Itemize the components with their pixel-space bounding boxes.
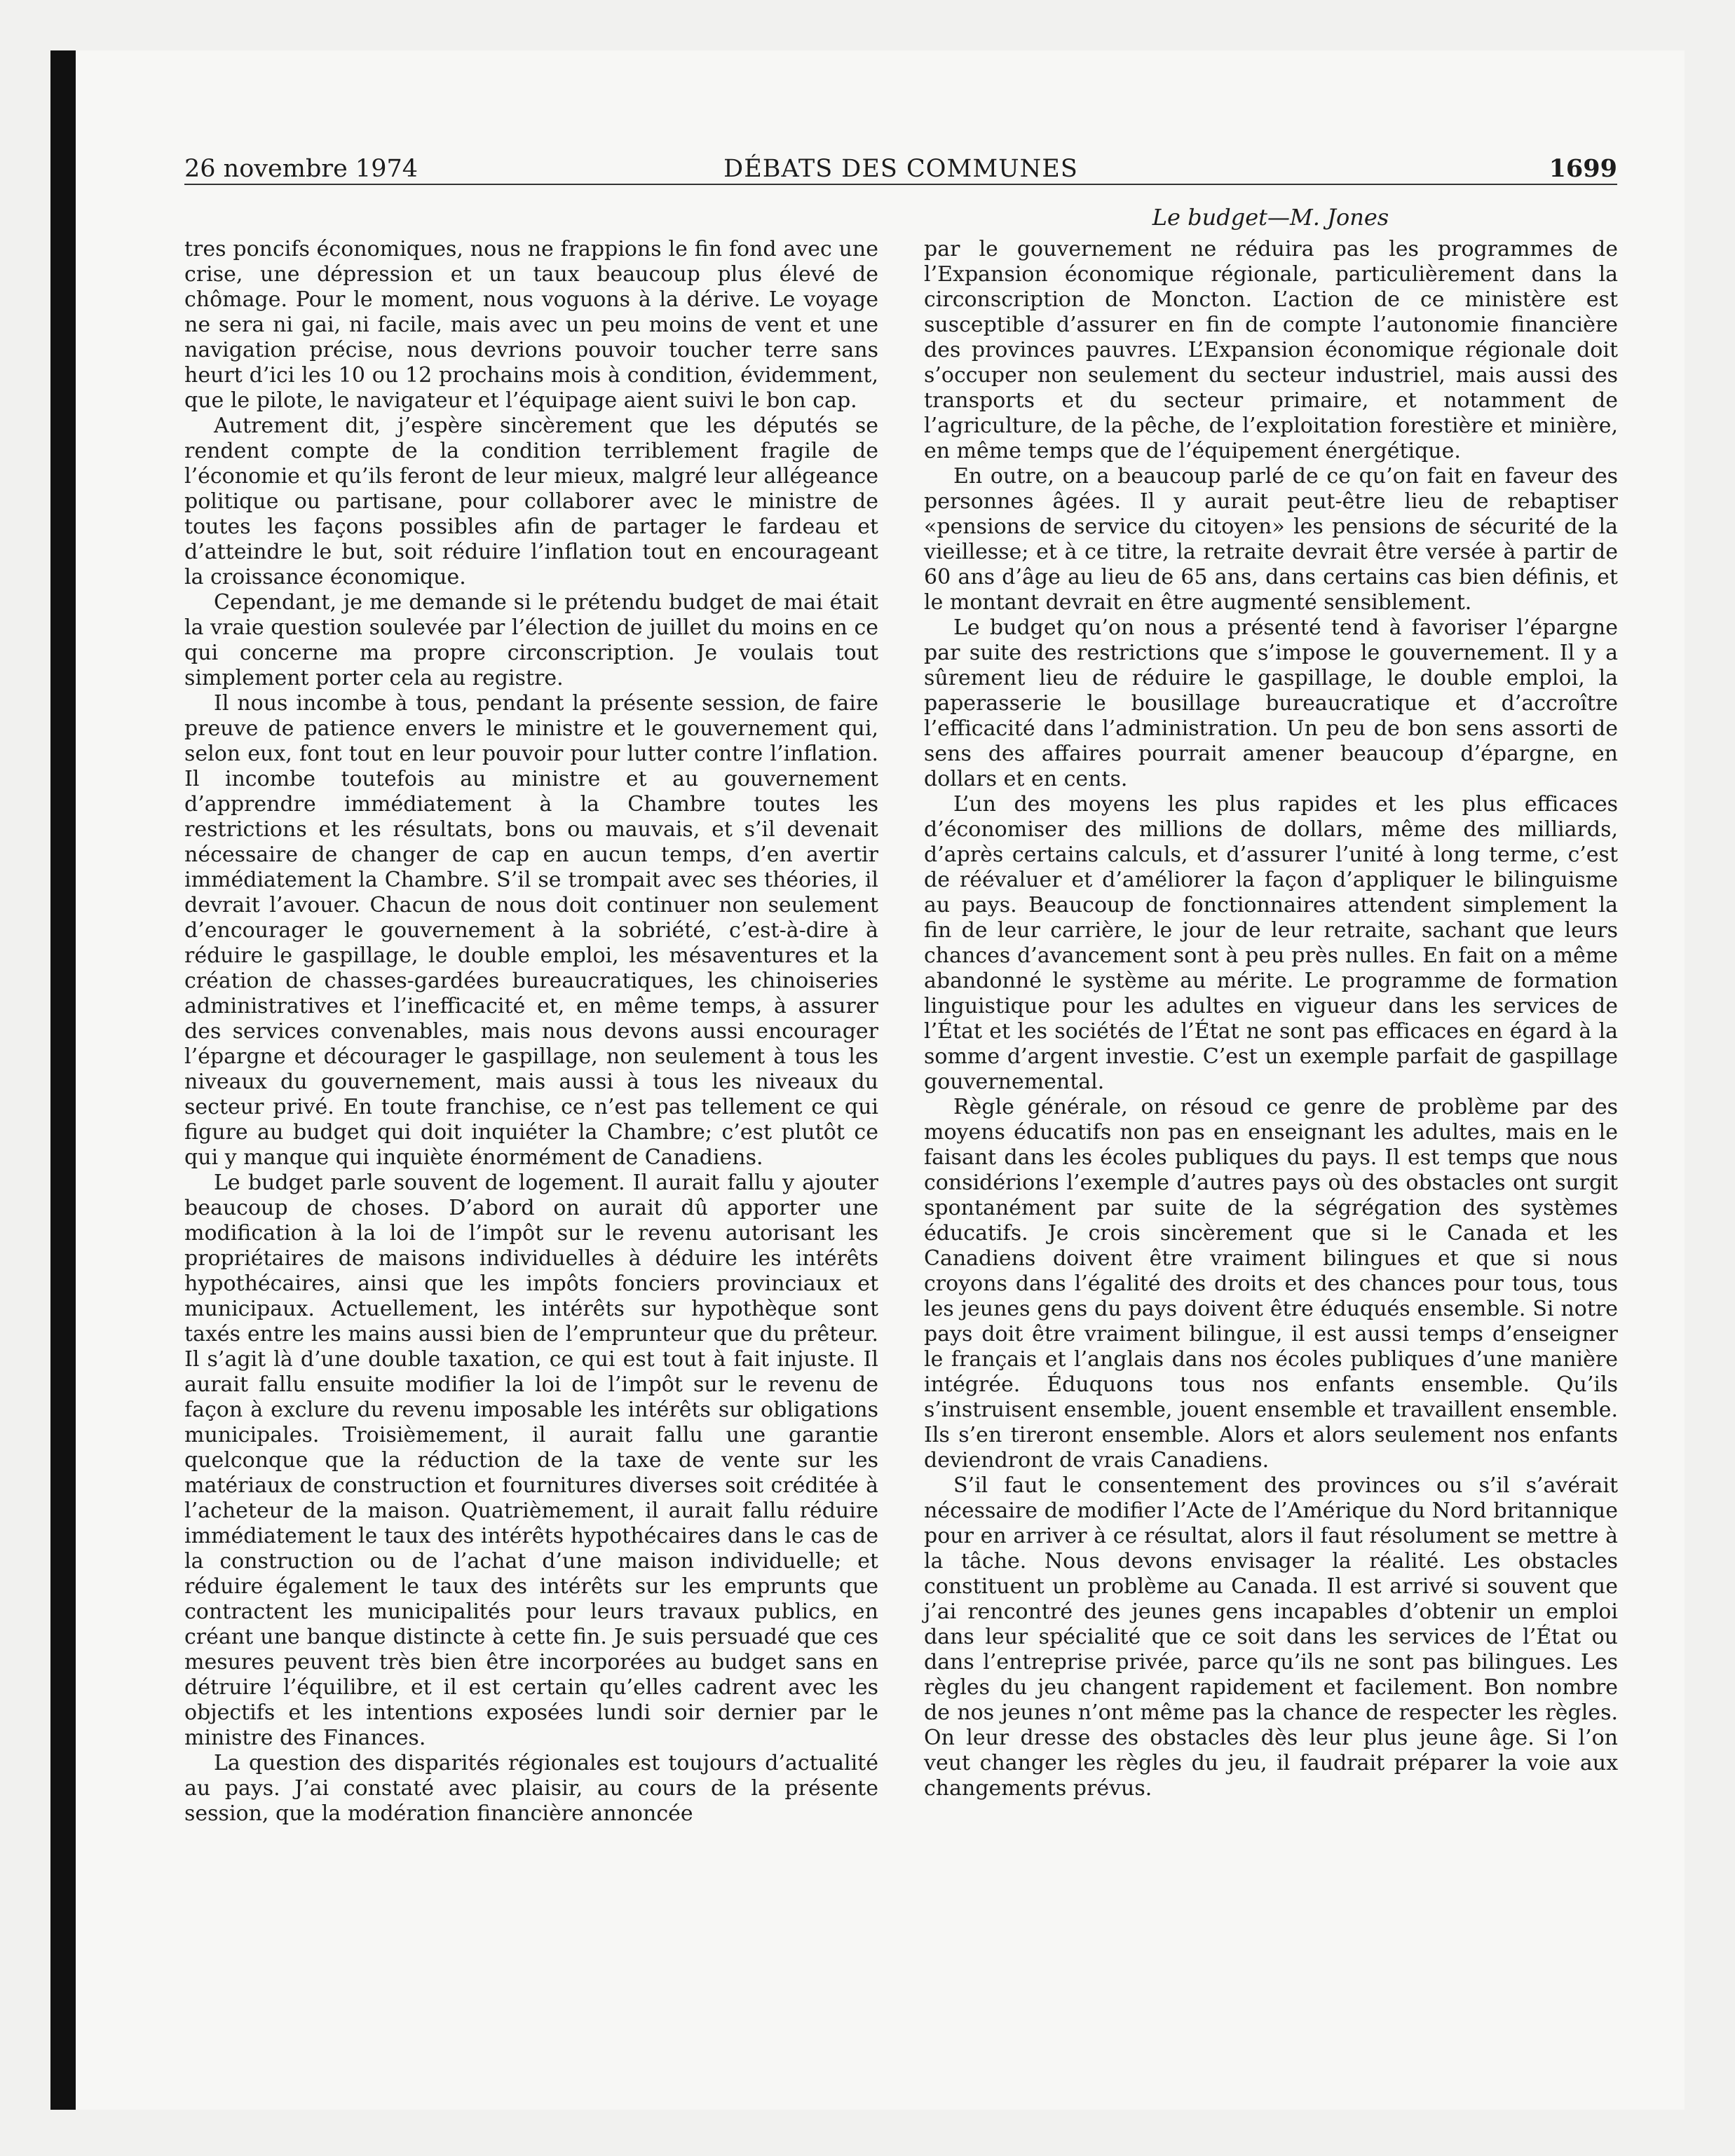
paragraph: Il nous incombe à tous, pendant la présente session, de faire preuve de patience envers le ministre et le gouvernement qui, selon eux, font tout en leur pouvoir pour lutter contre l’inflation. Il incombe toutefois au ministre et au gouvernement d’apprendre immédiatement à la Chambre toutes les restrictions et les résultats, bons ou mauvais, et s’il devenait nécessaire de changer de cap en aucun temps, d’en avertir immédiatement la Chambre. S’il se trompait avec ses théories, il devrait l’avouer. Chacun de nous doit continuer non seulement d’encourager le gouvernement à la sobriété, c’est-à-dire à réduire le gaspillage, le double emploi, les mésaventures et la création de chasses-gardées bureaucratiques, les chinoiseries administratives et l’inefficacité et, en même temps, à assurer des services convenables, mais nous devons aussi encourager l’épargne et décourager le gaspillage, non seulement à tous les niveaux du gouvernement, mais aussi à tous les niveaux du secteur privé. En toute franchise, ce n’est pas tellement ce qui figure au budget qui doit inquiéter la Chambre; c’est plutôt ce qui y manque qui inquiète énormément de Canadiens. bbox=[184, 691, 878, 1170]
paragraph: En outre, on a beaucoup parlé de ce qu’on fait en faveur des personnes âgées. Il y aurait peut-être lieu de rebaptiser «pensions de service du citoyen» les pensions de sécurité de la vieillesse; et à ce titre, la retraite devrait être versée à partir de 60 ans d’âge au lieu de 65 ans, dans certains cas bien définis, et le montant devrait en être augmenté sensiblement. bbox=[924, 464, 1618, 615]
page-number: 1699 bbox=[1549, 154, 1617, 183]
header-title: DÉBATS DES COMMUNES bbox=[723, 155, 1078, 183]
paragraph: Le budget parle souvent de logement. Il aurait fallu y ajouter beaucoup de choses. D’abord on aurait dû apporter une modification à la loi de l’impôt sur le revenu autorisant les propriétaires de maisons individuelles à déduire les intérêts hypothécaires, ainsi que les impôts fonciers provinciaux et municipaux. Actuellement, les intérêts sur hypothèque sont taxés entre les mains aussi bien de l’emprunteur que du prêteur. Il s’agit là d’une double taxation, ce qui est tout à fait injuste. Il aurait fallu ensuite modifier la loi de l’impôt sur le revenu de façon à exclure du revenu imposable les intérêts sur obligations municipales. Troisièmement, il aurait fallu une garantie quelconque que la réduction de la taxe de vente sur les matériaux de construction et fournitures diverses soit créditée à l’acheteur de la maison. Quatrièmement, il aurait fallu réduire immédiatement le taux des intérêts hypothécaires dans le cas de la construction ou de l’achat d’une maison individuelle; et réduire également le taux des intérêts sur les emprunts que contractent les municipalités pour leurs travaux publics, en créant une banque distincte à cette fin. Je suis persuadé que ces mesures peuvent très bien être incorporées au budget sans en détruire l’équilibre, et il est certain qu’elles cadrent avec les objectifs et les intentions exposées lundi soir dernier par le ministre des Finances. bbox=[184, 1171, 878, 1750]
right-column bbox=[924, 237, 1618, 1801]
paragraph: Règle générale, on résoud ce genre de problème par des moyens éducatifs non pas en enseignant les adultes, mais en le faisant dans les écoles publiques du pays. Il est temps que nous considérions l’exemple d’autres pays où des obstacles ont surgit spontanément par suite de la ségrégation des systèmes éducatifs. Je crois sincèrement que si le Canada et les Canadiens doivent être vraiment bilingues et que si nous croyons dans l’égalité des droits et des chances pour tous, tous les jeunes gens du pays doivent être éduqués ensemble. Si notre pays doit être vraiment bilingue, il est aussi temps d’enseigner le français et l’anglais dans nos écoles publiques d’une manière intégrée. Éduquons tous nos enfants ensemble. Qu’ils s’instruisent ensemble, jouent ensemble et travaillent ensemble. Ils s’en tireront ensemble. Alors et alors seulement nos enfants deviendront de vrais Canadiens. bbox=[924, 1095, 1618, 1473]
paragraph: tres poncifs économiques, nous ne frappions le fin fond avec une crise, une dépression et un taux beaucoup plus élevé de chômage. Pour le moment, nous voguons à la dérive. Le voyage ne sera ni gai, ni facile, mais avec un peu moins de vent et une navigation précise, nous devrions pouvoir toucher terre sans heurt d’ici les 10 ou 12 prochains mois à condition, évidemment, que le pilote, le navigateur et l’équipage aient suivi le bon cap. bbox=[184, 237, 878, 413]
running-head: Le budget—M. Jones bbox=[1152, 204, 1389, 231]
paragraph: par le gouvernement ne réduira pas les programmes de l’Expansion économique régionale, particulièrement dans la circonscription de Moncton. L’action de ce ministère est susceptible d’assurer en fin de compte l’autonomie financière des provinces pauvres. L’Expansion économique régionale doit s’occuper non seulement du secteur industriel, mais aussi des transports et du secteur primaire, et notamment de l’agriculture, de la pêche, de l’exploitation forestière et minière, en même temps que de l’équipement énergétique. bbox=[924, 237, 1618, 463]
paragraph: Autrement dit, j’espère sincèrement que les députés se rendent compte de la condition terriblement fragile de l’économie et qu’ils feront de leur mieux, malgré leur allégeance politique ou partisane, pour collaborer avec le ministre de toutes les façons possibles afin de partager le fardeau et d’atteindre le but, soit réduire l’inflation tout en encourageant la croissance économique. bbox=[184, 414, 878, 589]
page-header bbox=[184, 151, 1617, 186]
paragraph: S’il faut le consentement des provinces ou s’il s’avérait nécessaire de modifier l’Acte de l’Amérique du Nord britannique pour en arriver à ce résultat, alors il faut résolument se mettre à la tâche. Nous devons envisager la réalité. Les obstacles constituent un problème au Canada. Il est arrivé si souvent que j’ai rencontré des jeunes gens incapables d’obtenir un emploi dans leur spécialité que ce soit dans les services de l’État ou dans l’entreprise privée, parce qu’ils ne sont pas bilingues. Les règles du jeu changent rapidement et facilement. Bon nombre de nos jeunes n’ont même pas la chance de respecter les règles. On leur dresse des obstacles dès leur plus jeune âge. Si l’on veut changer les règles du jeu, il faudrait préparer la voie aux changements prévus. bbox=[924, 1473, 1618, 1801]
header-rule bbox=[184, 184, 1617, 185]
header-date: 26 novembre 1974 bbox=[184, 155, 418, 183]
scan-edge-bar bbox=[50, 50, 76, 2110]
paragraph: La question des disparités régionales est toujours d’actualité au pays. J’ai constaté avec plaisir, au cours de la présente session, que la modération financière annoncée bbox=[184, 1751, 878, 1826]
left-column bbox=[184, 237, 878, 1827]
paragraph: L’un des moyens les plus rapides et les plus efficaces d’économiser des millions de dollars, même des milliards, d’après certains calculs, et d’assurer l’unité à long terme, c’est de réévaluer et d’améliorer la façon d’appliquer le bilinguisme au pays. Beaucoup de fonctionnaires attendent simplement la fin de leur carrière, le jour de leur retraite, sachant que leurs chances d’avancement sont à peu près nulles. En fait on a même abandonné le système au mérite. Le programme de formation linguistique pour les adultes en vigueur dans les services de l’État et les sociétés de l’État ne sont pas efficaces en égard à la somme d’argent investie. C’est un exemple parfait de gaspillage gouvernemental. bbox=[924, 792, 1618, 1094]
paragraph: Cependant, je me demande si le prétendu budget de mai était la vraie question soulevée par l’élection de juillet du moins en ce qui concerne ma propre circonscription. Je voulais tout simplement porter cela au registre. bbox=[184, 590, 878, 690]
paragraph: Le budget qu’on nous a présenté tend à favoriser l’épargne par suite des restrictions que s’impose le gouvernement. Il y a sûrement lieu de réduire le gaspillage, le double emploi, la paperasserie le bousillage bureaucratique et d’accroître l’efficacité dans l’administration. Un peu de bon sens assorti de sens des affaires pourrait amener beaucoup d’épargne, en dollars et en cents. bbox=[924, 615, 1618, 791]
